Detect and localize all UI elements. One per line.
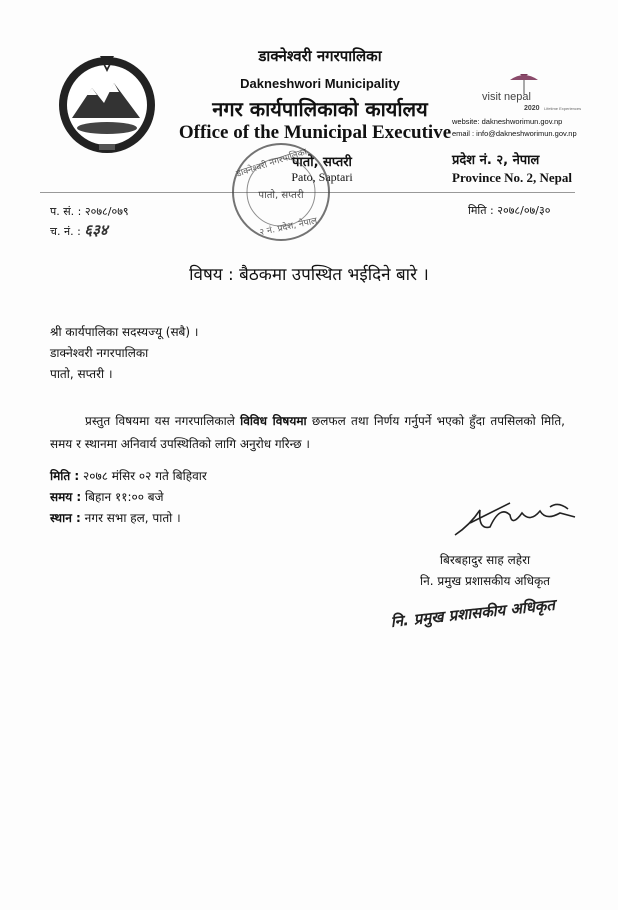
body-bold: विविध विषयमा bbox=[240, 414, 307, 428]
address-en: Pato, Saptari bbox=[291, 170, 353, 184]
office-name-en: Office of the Municipal Executive bbox=[178, 122, 452, 143]
ps-label: प. सं. : bbox=[50, 205, 82, 218]
visit-logo-text: visit nepal bbox=[482, 91, 531, 103]
province-np: प्रदेश नं. २, नेपाल bbox=[452, 153, 540, 168]
address-np: पातो, सप्तरी bbox=[292, 155, 352, 170]
addressee-line2: डाक्नेश्वरी नगरपालिका bbox=[50, 346, 149, 360]
signature bbox=[450, 495, 590, 545]
designation-stamp bbox=[388, 590, 563, 630]
municipality-name-np: डाक्नेश्वरी नगरपालिका bbox=[258, 47, 382, 65]
meeting-details bbox=[50, 466, 207, 529]
signatory-name: बिरबहादुर साह लहेरा bbox=[439, 553, 531, 567]
meeting-place-label: स्थान : bbox=[50, 511, 81, 525]
addressee-block bbox=[50, 322, 198, 385]
meeting-date-label: मिति : bbox=[50, 469, 80, 483]
meeting-time-label: समय : bbox=[50, 490, 82, 504]
office-name-np: नगर कार्यपालिकाको कार्यालय bbox=[212, 97, 428, 121]
signatory-title: नि. प्रमुख प्रशासकीय अधिकृत bbox=[419, 574, 551, 588]
province-en: Province No. 2, Nepal bbox=[452, 170, 572, 185]
addressee-line3: पातो, सप्तरी । bbox=[50, 367, 113, 381]
cn-value: ६३४ bbox=[84, 221, 108, 239]
contact-info bbox=[452, 116, 577, 140]
stamp-line1: डाक्नेश्वरी नगरपालिका bbox=[235, 147, 309, 180]
cn-label: च. नं. : bbox=[50, 225, 81, 238]
subject-line: विषय : बैठकमा उपस्थित भईदिने बारे । bbox=[189, 265, 429, 285]
stamp-line2: पातो, सप्तरी bbox=[258, 190, 304, 201]
meeting-date-value: २०७८ मंसिर ०२ गते बिहिवार bbox=[79, 469, 207, 483]
date-value: २०७८/०७/३० bbox=[497, 204, 551, 217]
meeting-place-value: नगर सभा हल, पातो । bbox=[80, 511, 181, 525]
office-stamp bbox=[226, 140, 336, 244]
ps-value: २०७८/०७९ bbox=[84, 205, 129, 218]
addressee-line1: श्री कार्यपालिका सदस्यज्यू (सबै) । bbox=[50, 325, 199, 339]
signatory-block bbox=[400, 550, 570, 592]
reference-block bbox=[50, 203, 129, 241]
body-part2: छलफल तथा निर्णय गर्नुपर्ने भएको हुँदा तपसिलको मिति, समय र स्थानमा अनिवार्य उपस्थितिको लागि अनुरोध गरिन्छ । bbox=[50, 414, 565, 451]
designation-stamp-text: नि. प्रमुख प्रशासकीय अधिकृत bbox=[389, 595, 556, 631]
nepal-emblem-icon bbox=[52, 48, 162, 158]
body-paragraph bbox=[50, 410, 565, 456]
stamp-line3: २ नं. प्रदेश, नेपाल bbox=[258, 216, 319, 239]
municipality-name-en: Dakneshwori Municipality bbox=[240, 76, 400, 91]
email-text: email : info@dakneshworimun.gov.np bbox=[452, 129, 577, 138]
letter-date bbox=[468, 203, 550, 218]
website-text: website: dakneshworimun.gov.np bbox=[452, 117, 563, 126]
visit-logo-tagline: Lifetime Experiences bbox=[544, 106, 582, 111]
visit-nepal-logo bbox=[480, 72, 582, 112]
body-part1: प्रस्तुत विषयमा यस नगरपालिकाले bbox=[85, 414, 241, 428]
visit-logo-year: 2020 bbox=[524, 105, 540, 112]
date-label: मिति : bbox=[468, 204, 494, 217]
meeting-time-value: बिहान ११:०० बजे bbox=[81, 490, 164, 504]
